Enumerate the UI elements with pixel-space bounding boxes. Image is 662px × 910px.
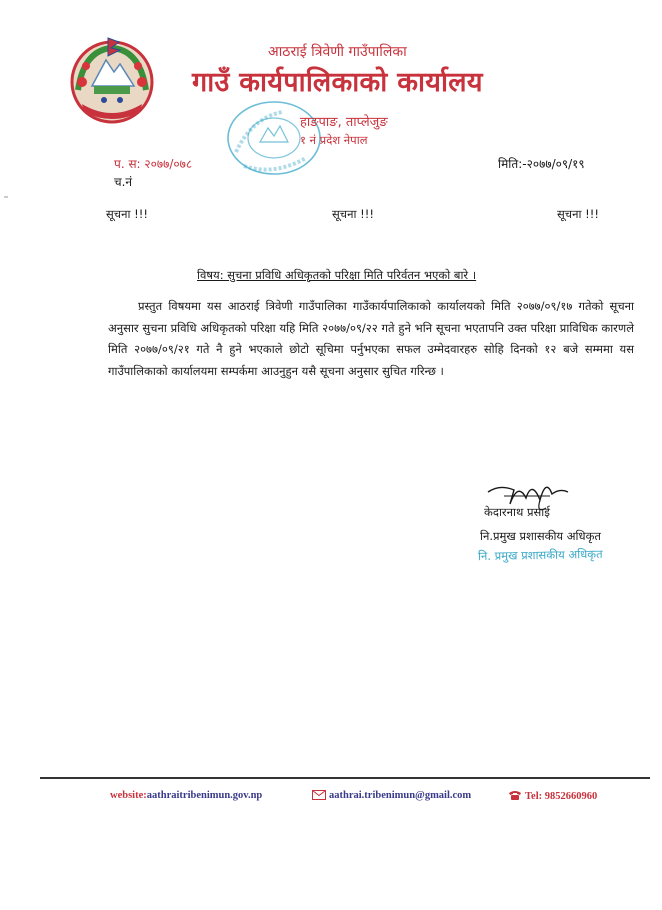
notice-heading: सूचना !!! <box>332 207 374 221</box>
website-url[interactable]: aathraitribenimun.gov.np <box>146 790 263 801</box>
signatory-designation: नि.प्रमुख प्रशासकीय अधिकृत <box>480 529 601 543</box>
designation-stamp: नि. प्रमुख प्रशासकीय अधिकृत <box>477 546 603 564</box>
footer-divider <box>40 777 650 779</box>
scan-mark <box>4 196 8 198</box>
province-line: १ नं प्रदेश नेपाल <box>300 133 368 147</box>
notice-heading: सूचना !!! <box>106 207 148 221</box>
organization-name: आठराई त्रिवेणी गाउँपालिका <box>268 44 407 60</box>
footer-email[interactable] <box>312 790 471 801</box>
letter-date: मिति:-२०७७/०९/१९ <box>498 157 585 171</box>
dispatch-number: च.नं <box>114 175 133 189</box>
footer <box>110 790 630 810</box>
notice-heading: सूचना !!! <box>557 207 599 221</box>
phone-number: Tel: 9852660960 <box>525 791 598 802</box>
footer-phone[interactable] <box>508 790 597 802</box>
email-address[interactable]: aathrai.tribenimun@gmail.com <box>329 790 472 801</box>
footer-website[interactable] <box>110 790 262 801</box>
office-title: गाउँ कार्यपालिकाको कार्यालय <box>192 67 483 98</box>
nepal-emblem-icon <box>64 30 160 126</box>
website-label: website: <box>110 790 147 801</box>
reference-number: प. स: २०७७/०७८ <box>114 157 193 171</box>
mail-icon <box>312 790 326 800</box>
signatory-name: केदारनाथ प्रसाई <box>484 505 550 519</box>
letter-body: प्रस्तुत विषयमा यस आठराई त्रिवेणी गाउँपालिका गाउँकार्यपालिकाको कार्यालयको मिति २०७७/०९/१७ गतेको सूचना अनुसार सुचना प्रविधि अधिकृतको परिक्षा यहि मिति २०७७/०९/२२ गते हुने भनि सूचना भएतापनि उक्त परिक्षा प्राविधिक कारणले मिति २०७७/०९/२१ गते नै हुने भएकाले छोटो सूचिमा पर्नुभएका सफल उम्मेदवारहरु सोहि दिनको १२ बजे सम्ममा यस गाउँपालिकाको कार्यालयमा सम्पर्कमा आउनुहुन यसै सूचना अनुसार सुचित गरिन्छ । <box>108 299 634 378</box>
letter-subject: विषय: सुचना प्रविधि अधिकृतको परिक्षा मिति परिर्वतन भएको बारे । <box>197 268 477 282</box>
telephone-icon <box>508 790 522 801</box>
office-location: हाङपाङ, ताप्लेजुङ <box>300 115 388 130</box>
